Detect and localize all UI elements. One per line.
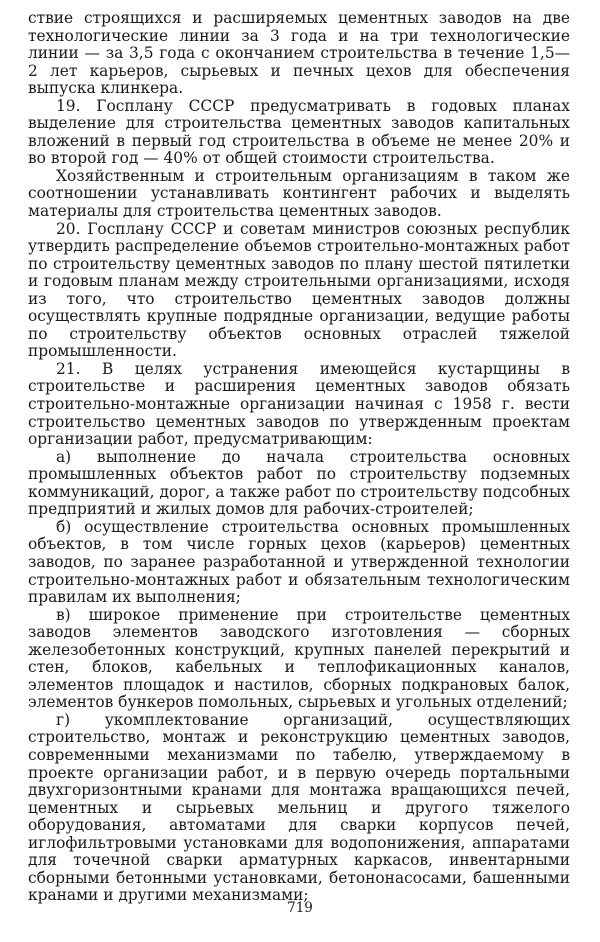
page-number: 719 <box>287 900 313 916</box>
paragraph-item-19: 19. Госплану СССР предусматривать в годовых планах выделение для строительства цементных заводов капитальных вложений в первый год строительства в объеме не менее 20% и во второй год — 40% от общей стоимости строительства. <box>28 96 570 168</box>
paragraph-item-21-v: в) широкое применение при строительстве цементных заводов элементов заводского изготовления — сборных железобетонных конструкций, крупных панелей перекрытий и стен, блоков, кабельных и теплофикационных каналов, элементов площадок и настилов, сборных подкрановых балок, элементов бункеров помольных, сырьевых и угольных отделений; <box>28 605 570 712</box>
paragraph-item-21-b: б) осуществление строительства основных промышленных объектов, в том числе горных цехов (карьеров) цементных заводов, по заранее разработанной и утвержденной технологии строительно-монтажных работ и обязательным технологическим правилам их выполнения; <box>28 517 570 607</box>
paragraph-item-21: 21. В целях устранения имеющейся кустарщины в строительстве и расширения цементных заводов обязать строительно-монтажные организации начиная с 1958 г. вести строительство цементных заводов по утвержденным проектам организации работ, предусматривающим: <box>28 359 570 449</box>
paragraph-item-19-continued: Хозяйственным и строительным организациям в таком же соотношении устанавливать контингент рабочих и выделять материалы для строительства цементных заводов. <box>28 166 570 221</box>
paragraph-item-21-g: г) укомплектование организаций, осуществляющих строительство, монтаж и реконструкцию цементных заводов, современными механизмами по табелю, утверждаемому в проекте организации работ, и в первую очередь портальными двухгоризонтными кранами для монтажа вращающихся печей, цементных и сырьевых мельниц и другого тяжелого оборудования, автоматами для сварки корпусов печей, иглофильтровыми установками для водопонижения, аппаратами для точечной сварки арматурных каркасов, инвентарными сборными бетонными установками, бетононасосами, башенными кранами и другими механизмами; <box>28 710 570 905</box>
paragraph-item-21-a: а) выполнение до начала строительства основных промышленных объектов работ по строительству подземных коммуникаций, дорог, а также работ по строительству подсобных предприятий и жилых домов для рабочих-строителей; <box>28 447 570 519</box>
paragraph-item-20: 20. Госплану СССР и советам министров союзных республик утвердить распределение объемов строительно-монтажных работ по строительству цементных заводов по плану шестой пятилетки и годовым планам между строительными организациями, исходя из того, что строительство цементных заводов должны осуществлять крупные подрядные организации, ведущие работы по строительству объектов основных отраслей тяжелой промышленности. <box>28 219 570 361</box>
paragraph-continuation: ствие строящихся и расширяемых цементных заводов на две технологические линии за 3 года и на три технологические линии — за 3,5 года с окончанием строительства в течение 1,5—2 лет карьеров, сырьевых и печных цехов для обеспечения выпуска клинкера. <box>28 9 570 98</box>
page-body <box>28 10 570 905</box>
